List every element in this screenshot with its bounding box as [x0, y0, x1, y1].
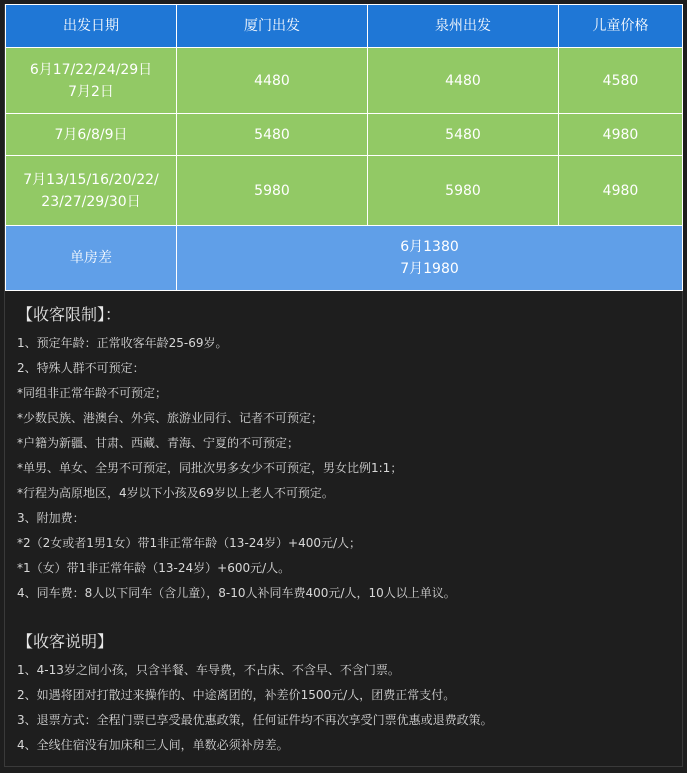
restrictions-title: 【收客限制】：: [17, 305, 122, 324]
note-line: 4、全线住宿没有加床和三人间，单数必须补房差。: [17, 738, 289, 752]
restriction-line: 3、附加费：: [17, 511, 85, 525]
xiamen-price: 4480: [177, 48, 368, 114]
header-child-price: 儿童价格: [559, 5, 683, 48]
date-cell: [6, 114, 177, 156]
date-line: 7月2日: [68, 83, 114, 100]
restriction-line: 1、预定年龄：正常收客年龄25-69岁。: [17, 336, 228, 350]
note-line: 3、退票方式：全程门票已享受最优惠政策，任何证件均不再次享受门票优惠或退费政策。: [17, 713, 493, 727]
price-table: [5, 4, 683, 291]
date-line: 7月13/15/16/20/22/: [23, 171, 159, 188]
child-price: 4580: [559, 48, 683, 114]
child-price: 4980: [559, 156, 683, 226]
restrictions-list: [17, 331, 682, 606]
xiamen-price: 5480: [177, 114, 368, 156]
restriction-line: 2、特殊人群不可预定：: [17, 361, 145, 375]
quanzhou-price: 4480: [368, 48, 559, 114]
restriction-line: *行程为高原地区，4岁以下小孩及69岁以上老人不可预定。: [17, 486, 334, 500]
table-row: [6, 114, 683, 156]
restriction-line: *2（2女或者1男1女）带1非正常年龄（13-24岁）+400元/人；: [17, 536, 362, 550]
date-cell: [6, 48, 177, 114]
notes-title: 【收客说明】: [17, 632, 114, 651]
single-room-row: [6, 226, 683, 291]
restriction-line: *少数民族、港澳台、外宾、旅游业同行、记者不可预定；: [17, 411, 324, 425]
section-gap: [17, 606, 682, 630]
date-cell: [6, 156, 177, 226]
restriction-line: *单男、单女、全男不可预定，同批次男多女少不可预定，男女比例1:1；: [17, 461, 403, 475]
header-xiamen: 厦门出发: [177, 5, 368, 48]
restriction-line: *户籍为新疆、甘肃、西藏、青海、宁夏的不可预定；: [17, 436, 300, 450]
restriction-line: *同组非正常年龄不可预定；: [17, 386, 168, 400]
single-room-label: 单房差: [6, 226, 177, 291]
quanzhou-price: 5480: [368, 114, 559, 156]
notes-list: [17, 658, 682, 758]
note-line: 1、4-13岁之间小孩，只含半餐、车导费，不占床、不含早、不含门票。: [17, 663, 400, 677]
table-row: [6, 48, 683, 114]
single-room-value: [177, 226, 683, 291]
header-departure-date: 出发日期: [6, 5, 177, 48]
table-row: [6, 156, 683, 226]
restriction-line: 4、同车费：8人以下同车（含儿童），8-10人补同车费400元/人，10人以上单议。: [17, 586, 456, 600]
single-room-line: 6月1380: [400, 239, 459, 255]
date-line: 7月6/8/9日: [54, 126, 128, 143]
note-line: 2、如遇将团对打散过来操作的、中途离团的，补差价1500元/人，团费正常支付。: [17, 688, 456, 702]
notes-section: [5, 291, 682, 758]
table-header-row: [6, 5, 683, 48]
quanzhou-price: 5980: [368, 156, 559, 226]
single-room-line: 7月1980: [400, 261, 459, 277]
date-line: 6月17/22/24/29日: [29, 61, 153, 78]
xiamen-price: 5980: [177, 156, 368, 226]
child-price: 4980: [559, 114, 683, 156]
page-container: [4, 4, 683, 767]
header-quanzhou: 泉州出发: [368, 5, 559, 48]
restriction-line: *1（女）带1非正常年龄（13-24岁）+600元/人。: [17, 561, 291, 575]
date-line: 23/27/29/30日: [41, 193, 141, 210]
